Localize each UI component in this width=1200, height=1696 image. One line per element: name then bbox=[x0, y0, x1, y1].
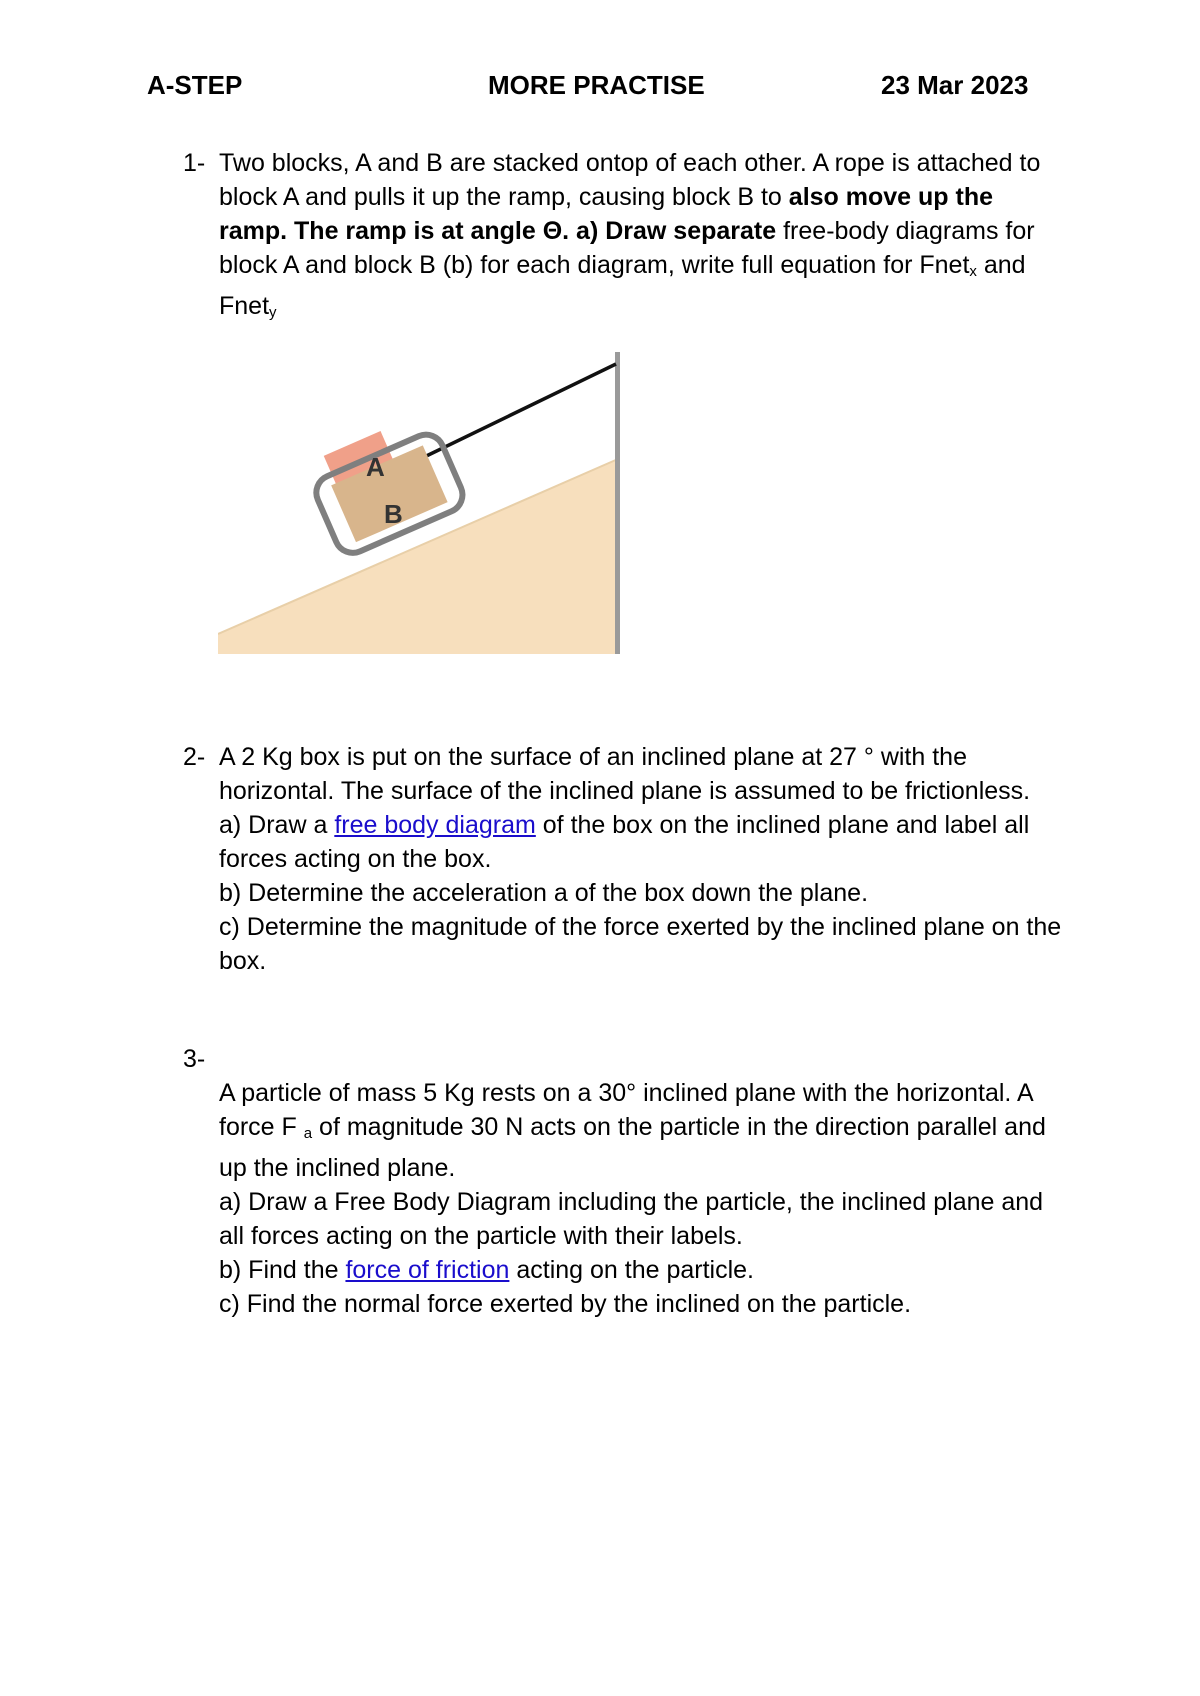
force-of-friction-link[interactable]: force of friction bbox=[345, 1256, 510, 1284]
question-number: 2- bbox=[183, 743, 206, 771]
intro-text-b: of magnitude 30 N acts on the particle in the direction parallel and up the inclined plane. bbox=[219, 1113, 1046, 1182]
subscript-x: x bbox=[969, 263, 977, 280]
question-2-part-b: b) Determine the acceleration a of the box down the plane. bbox=[219, 879, 869, 907]
question-1-text-b: free-body diagrams for block A and block B (b) for each diagram, write full equation for Fnet bbox=[219, 217, 1035, 279]
question-text bbox=[219, 146, 1063, 330]
question-2-part-c: c) Determine the magnitude of the force exerted by the inclined plane on the box. bbox=[219, 913, 1062, 975]
intro-text-a: A particle of mass 5 Kg rests on a 30° inclined plane with the horizontal. A force F bbox=[219, 1079, 1033, 1141]
question-text bbox=[219, 740, 1063, 978]
subscript-y: y bbox=[269, 304, 277, 321]
question-2-intro: A 2 Kg box is put on the surface of an inclined plane at 27 ° with the horizontal. The surface of the inclined plane is assumed to be frictionless. bbox=[219, 743, 1031, 805]
question-2-part-a bbox=[219, 808, 1063, 876]
free-body-diagram-link[interactable]: free body diagram bbox=[334, 811, 536, 839]
wall bbox=[615, 352, 620, 654]
header-title: MORE PRACTISE bbox=[488, 70, 705, 100]
label-a: A bbox=[366, 452, 385, 482]
header-course: A-STEP bbox=[147, 70, 243, 100]
question-number: 3- bbox=[183, 1045, 206, 1073]
question-3-part-c: c) Find the normal force exerted by the inclined on the particle. bbox=[219, 1290, 912, 1318]
header-date: 23 Mar 2023 bbox=[881, 70, 1029, 100]
question-3-part-b bbox=[219, 1253, 1063, 1287]
page-header bbox=[147, 70, 1047, 110]
part-a-suffix: of the box on the inclined plane and label all forces acting on the box. bbox=[219, 811, 1030, 873]
label-b: B bbox=[384, 499, 403, 529]
question-3-part-a: a) Draw a Free Body Diagram including the particle, the inclined plane and all forces acting on the particle with their labels. bbox=[219, 1188, 1044, 1250]
question-2 bbox=[183, 740, 1063, 978]
question-3-intro bbox=[219, 1076, 1063, 1185]
ramp-figure bbox=[218, 344, 658, 654]
part-b-prefix: b) Find the bbox=[219, 1256, 346, 1284]
part-a-prefix: a) Draw a bbox=[219, 811, 335, 839]
subscript-a: a bbox=[303, 1125, 313, 1142]
part-b-suffix: acting on the particle. bbox=[509, 1256, 754, 1284]
question-1 bbox=[183, 146, 1063, 330]
question-1-text-bold: also move up the ramp. The ramp is at angle Θ. a) Draw separate bbox=[219, 183, 994, 245]
question-number: 1- bbox=[183, 149, 206, 177]
question-3 bbox=[183, 1042, 1063, 1321]
question-1-text-and: and Fnet bbox=[219, 251, 1026, 320]
question-text bbox=[219, 1042, 1063, 1321]
question-1-text-a: Two blocks, A and B are stacked ontop of each other. A rope is attached to block A and pulls it up the ramp, causing block B to bbox=[219, 149, 1041, 211]
